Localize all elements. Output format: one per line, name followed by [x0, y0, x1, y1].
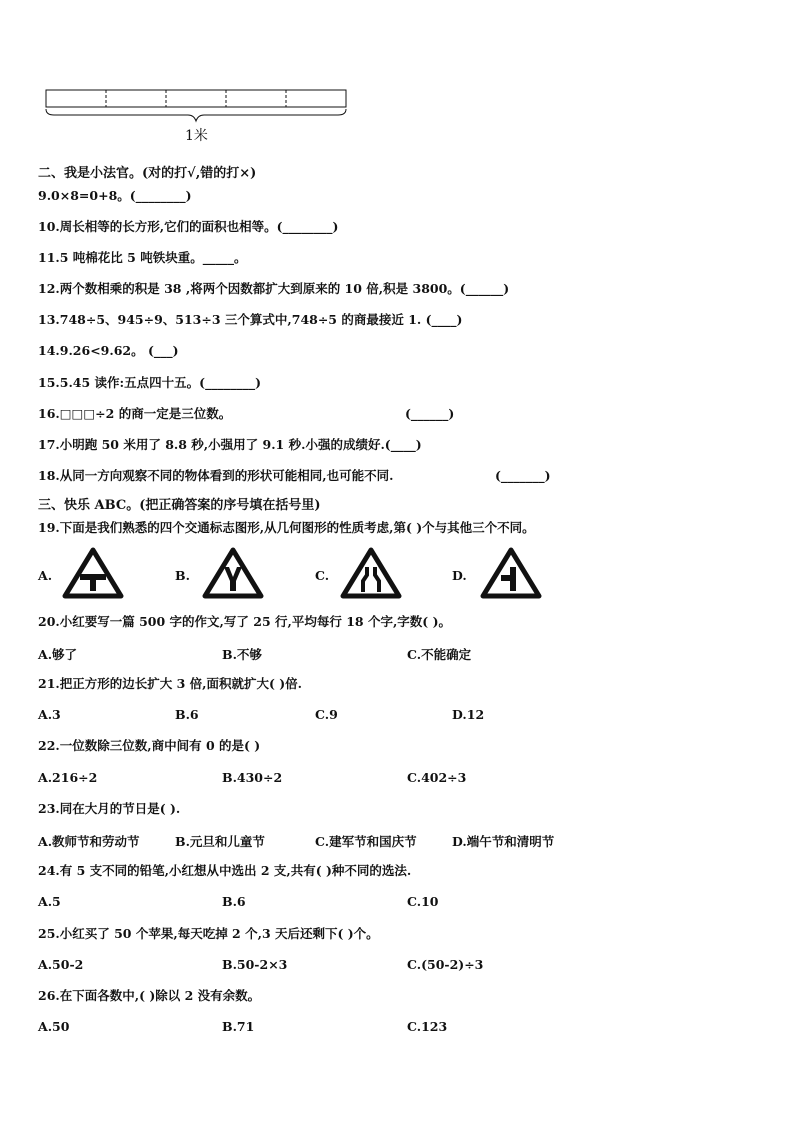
question-22: 22.一位数除三位数,商中间有 0 的是( )	[38, 738, 261, 753]
section-3-title: 三、快乐 ABC。(把正确答案的序号填在括号里)	[38, 498, 321, 513]
q21-option-c: C.9	[315, 707, 338, 722]
question-21: 21.把正方形的边长扩大 3 倍,面积就扩大( )倍.	[38, 676, 303, 691]
q23-option-c: C.建军节和国庆节	[315, 834, 417, 849]
q24-option-c: C.10	[407, 894, 439, 909]
q19-option-c: C.	[315, 568, 330, 583]
q24-option-a: A.5	[38, 894, 61, 909]
q25-option-a: A.50-2	[38, 957, 84, 972]
question-19: 19.下面是我们熟悉的四个交通标志图形,从几何图形的性质考虑,第( )个与其他三个不同。	[38, 520, 535, 535]
q21-option-a: A.3	[38, 707, 61, 722]
q22-option-b: B.430÷2	[222, 770, 283, 785]
q22-option-c: C.402÷3	[407, 770, 467, 785]
question-13: 13.748÷5、945÷9、513÷3 三个算式中,748÷5 的商最接近 1. (____)	[38, 312, 463, 327]
q26-option-c: C.123	[407, 1019, 448, 1034]
question-25: 25.小红买了 50 个苹果,每天吃掉 2 个,3 天后还剩下( )个。	[38, 926, 379, 941]
y-junction-sign-icon	[202, 547, 264, 599]
question-12: 12.两个数相乘的积是 38 ,将两个因数都扩大到原来的 10 倍,积是 3800。(______)	[38, 281, 510, 296]
q23-option-a: A.教师节和劳动节	[38, 834, 140, 849]
question-11: 11.5 吨棉花比 5 吨铁块重。_____。	[38, 250, 247, 265]
q20-option-b: B.不够	[222, 647, 262, 662]
q19-option-a: A.	[38, 568, 53, 583]
side-road-sign-icon	[480, 547, 542, 599]
ruler-figure	[40, 85, 355, 125]
question-24: 24.有 5 支不同的铅笔,小红想从中选出 2 支,共有( )种不同的选法.	[38, 863, 412, 878]
q25-option-c: C.(50-2)÷3	[407, 957, 484, 972]
road-narrows-sign-icon	[340, 547, 402, 599]
t-junction-sign-icon	[62, 547, 124, 599]
q21-option-d: D.12	[452, 707, 485, 722]
q26-option-a: A.50	[38, 1019, 70, 1034]
q23-option-d: D.端午节和清明节	[452, 834, 555, 849]
question-20: 20.小红要写一篇 500 字的作文,写了 25 行,平均每行 18 个字,字数( )。	[38, 614, 451, 629]
q24-option-b: B.6	[222, 894, 246, 909]
section-2-title: 二、我是小法官。(对的打√,错的打×)	[38, 166, 257, 181]
question-23: 23.同在大月的节日是( ).	[38, 801, 181, 816]
question-16: 16.□□□÷2 的商一定是三位数。	[38, 406, 232, 421]
question-10: 10.周长相等的长方形,它们的面积也相等。(________)	[38, 219, 339, 234]
q26-option-b: B.71	[222, 1019, 255, 1034]
question-18-blank: (_______)	[495, 468, 551, 483]
question-18: 18.从同一方向观察不同的物体看到的形状可能相同,也可能不同.	[38, 468, 394, 483]
q20-option-c: C.不能确定	[407, 647, 472, 662]
q21-option-b: B.6	[175, 707, 199, 722]
q19-option-d: D.	[452, 568, 467, 583]
q23-option-b: B.元旦和儿童节	[175, 834, 265, 849]
question-9: 9.0×8=0+8。(________)	[38, 188, 192, 203]
question-17: 17.小明跑 50 米用了 8.8 秒,小强用了 9.1 秒.小强的成绩好.(____)	[38, 437, 422, 452]
ruler-label: 1米	[185, 128, 208, 144]
q19-option-b: B.	[175, 568, 190, 583]
question-15: 15.5.45 读作:五点四十五。(________)	[38, 375, 261, 390]
question-16-blank: (______)	[405, 406, 455, 421]
question-14: 14.9.26<9.62。 (___)	[38, 343, 179, 358]
q22-option-a: A.216÷2	[38, 770, 98, 785]
q20-option-a: A.够了	[38, 647, 78, 662]
question-26: 26.在下面各数中,( )除以 2 没有余数。	[38, 988, 261, 1003]
q25-option-b: B.50-2×3	[222, 957, 288, 972]
